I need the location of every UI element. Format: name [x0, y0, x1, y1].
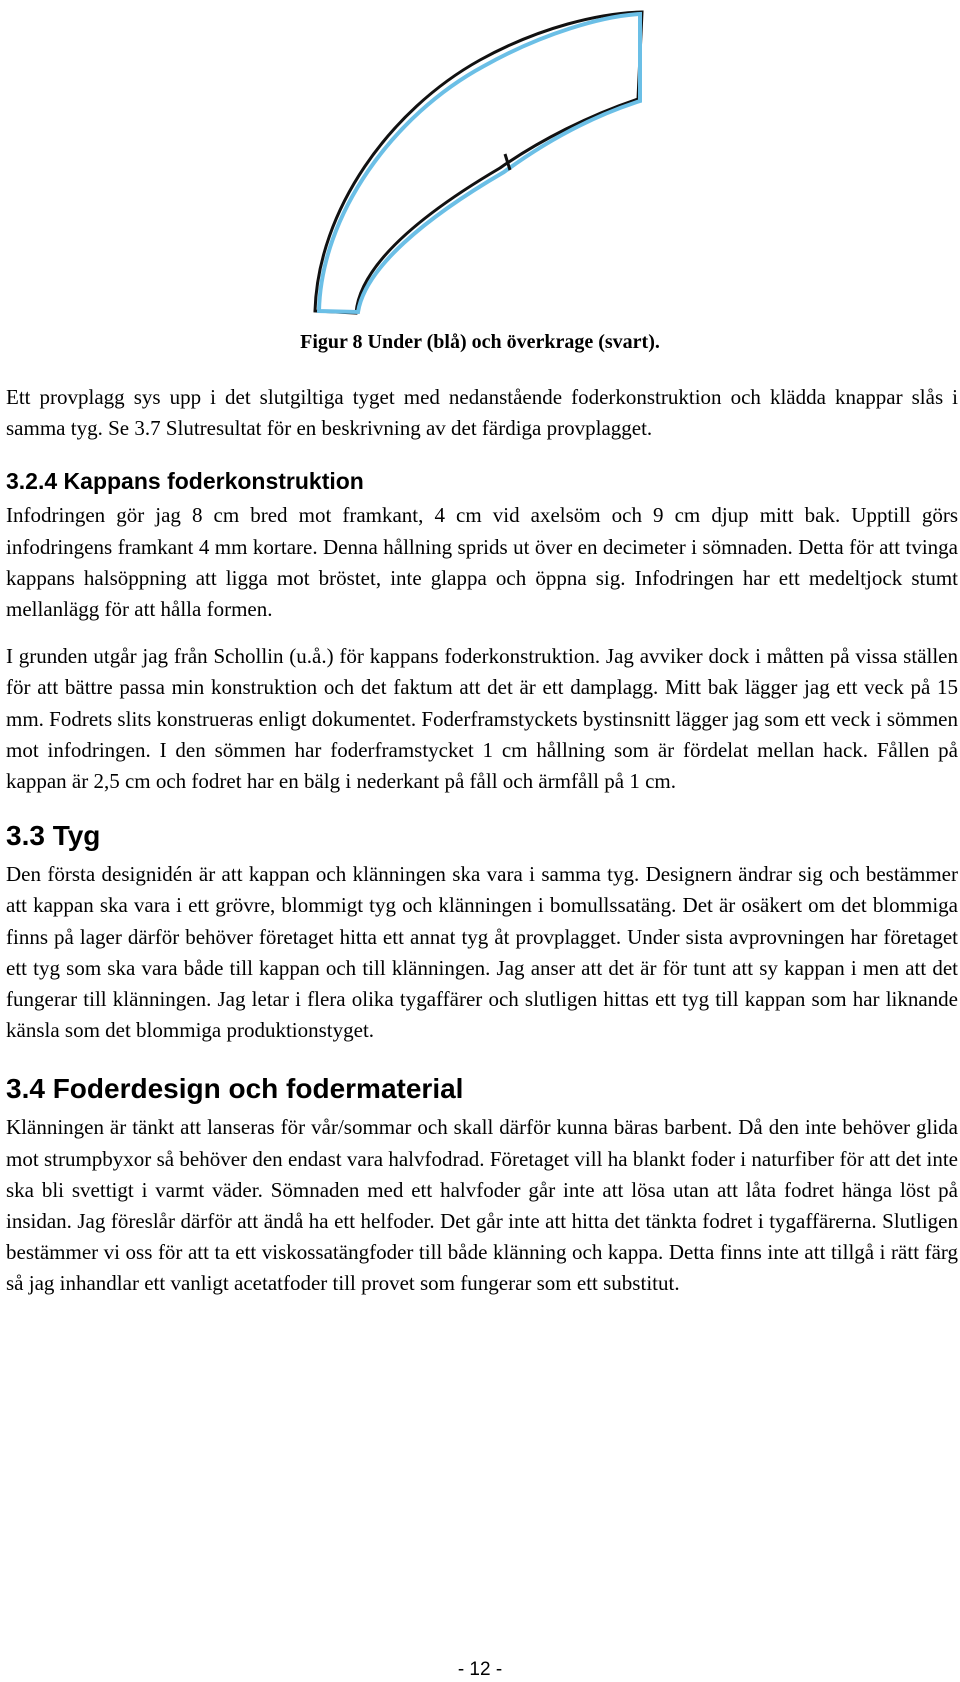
intro-paragraph: Ett provplagg sys upp i det slutgiltiga tyget med nedanstående foderkonstruktion och klädda knappar slås i samma tyg. Se 3.7 Slutresultat för en beskrivning av det färdiga provplagget. — [6, 385, 958, 441]
heading-3-4: 3.4 Foderdesign och fodermaterial — [6, 1073, 464, 1105]
paragraph-3-2-4-b: I grunden utgår jag från Schollin (u.å.) för kappans foderkonstruktion. Jag avviker dock i måtten på vissa ställen för att bättre passa min konstruktion och det faktum att det är ett damplagg. Mitt bak lägger jag ett veck på 15 mm. Fodrets slits konstrueras enligt dokumentet. Foderframstyckets bystinsnitt lägger jag som ett veck i sömmen mot infodringen. I den sömmen har foderframstycket 1 cm hållning som är fördelat mellan hack. Fållen på kappan är 2,5 cm och fodret har en bälg i nederkant på fåll och ärmfåll på 1 cm. — [6, 644, 958, 794]
paragraph-3-3: Den första designidén är att kappan och klänningen ska vara i samma tyg. Designern ändrar sig och bestämmer att kappan ska vara i ett grövre, blommigt tyg och klänningen i bomullssatäng. Det är osäkert om det blommiga finns på lager därför behöver företaget hitta ett annat tyg åt provplagget. Under sista avprovningen har företaget ett tyg som ska vara både till kappan och till klänningen. Jag anser att det är för tunt att sy kappan i men att det fungerar till klänningen. Jag letar i flera olika tygaffärer och slutligen hittas ett tyg till kappan som har liknande känsla som det blommiga produktionstyget. — [6, 862, 958, 1043]
paragraph-3-4: Klänningen är tänkt att lanseras för vår/sommar och skall därför kunna bäras barbent. Då den inte behöver glida mot strumpbyxor så behöver den endast vara halvfodrad. Företaget vill ha blankt foder i naturfiber för att det inte ska bli svettigt i varmt väder. Sömnaden med ett halvfoder går inte att lösa utan att låta fodret hänga löst på insidan. Jag föreslår därför att ändå ha ett helfoder. Det går inte att hitta det tänkta fodret i tygaffärerna. Slutligen bestämmer vi oss för att ta ett viskossatängfoder till både klänning och kappa. Detta finns inte att tillgå i rätt färg så jag inhandlar ett vanligt acetatfoder till provet som fungerar som ett substitut. — [6, 1115, 958, 1296]
heading-3-2-4: 3.2.4 Kappans foderkonstruktion — [6, 468, 364, 495]
figure-caption: Figur 8 Under (blå) och överkrage (svart). — [300, 331, 660, 353]
heading-3-3: 3.3 Tyg — [6, 820, 101, 852]
page-number: - 12 - — [457, 1659, 503, 1680]
document-body — [6, 382, 958, 1300]
paragraph-3-2-4-a: Infodringen gör jag 8 cm bred mot framkant, 4 cm vid axelsöm och 9 cm djup mitt bak. Upptill görs infodringens framkant 4 mm kortare. Denna hållning sprids ut över en decimeter i sömnaden. Detta för att tvinga kappans halsöppning att ligga mot bröstet, inte glappa och öppna sig. Infodringen har ett medeltjock stumt mellanlägg för att hålla formen. — [6, 503, 958, 622]
collar-figure — [0, 0, 960, 320]
upper-collar-outline — [315, 12, 642, 313]
collar-pattern-drawing — [0, 0, 960, 320]
